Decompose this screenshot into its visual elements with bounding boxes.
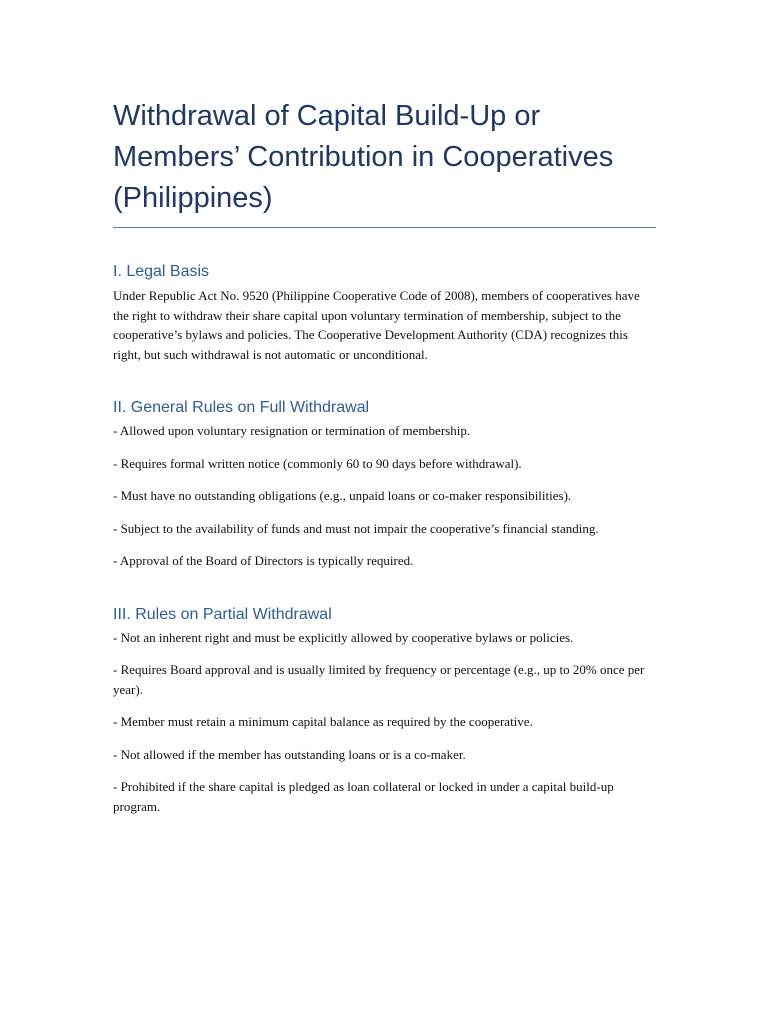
list-item: - Member must retain a minimum capital balance as required by the cooperative. xyxy=(113,714,533,729)
section-heading: I. Legal Basis xyxy=(113,263,210,280)
list-item: - Subject to the availability of funds and must not impair the cooperative’s financial standing. xyxy=(113,520,599,536)
document-title: Withdrawal of Capital Build-Up or Members’ Contribution in Cooperatives (Philippines) xyxy=(113,100,614,214)
title-divider xyxy=(113,227,656,228)
list-item: - Prohibited if the share capital is pledged as loan collateral or locked in under a capital build-up program. xyxy=(113,779,614,814)
rules-list xyxy=(113,421,656,571)
list-item: - Not an inherent right and must be explicitly allowed by cooperative bylaws or policies. xyxy=(113,629,574,645)
document-page xyxy=(113,96,656,816)
section-heading: II. General Rules on Full Withdrawal xyxy=(113,399,370,416)
list-item: - Not allowed if the member has outstanding loans or is a co-maker. xyxy=(113,746,466,762)
list-item: - Must have no outstanding obligations (e.g., unpaid loans or co-maker responsibilities). xyxy=(113,488,572,503)
list-item: - Requires Board approval and is usually limited by frequency or percentage (e.g., up to 20% once per year). xyxy=(113,662,645,697)
list-item: - Requires formal written notice (commonly 60 to 90 days before withdrawal). xyxy=(113,455,522,471)
list-item: - Allowed upon voluntary resignation or termination of membership. xyxy=(113,423,471,438)
section-full-withdrawal xyxy=(113,398,656,571)
section-partial-withdrawal xyxy=(113,605,656,817)
rules-list xyxy=(113,628,656,817)
list-item: - Approval of the Board of Directors is typically required. xyxy=(113,553,414,568)
section-heading: III. Rules on Partial Withdrawal xyxy=(113,605,332,623)
section-paragraph: Under Republic Act No. 9520 (Philippine Cooperative Code of 2008), members of cooperatives have the right to withdraw their share capital upon voluntary termination of membership, subject to the cooperative’s bylaws and policies. The Cooperative Development Authority (CDA) recognizes this right, but such withdrawal is not automatic or unconditional. xyxy=(113,288,640,362)
section-legal-basis xyxy=(113,262,656,364)
